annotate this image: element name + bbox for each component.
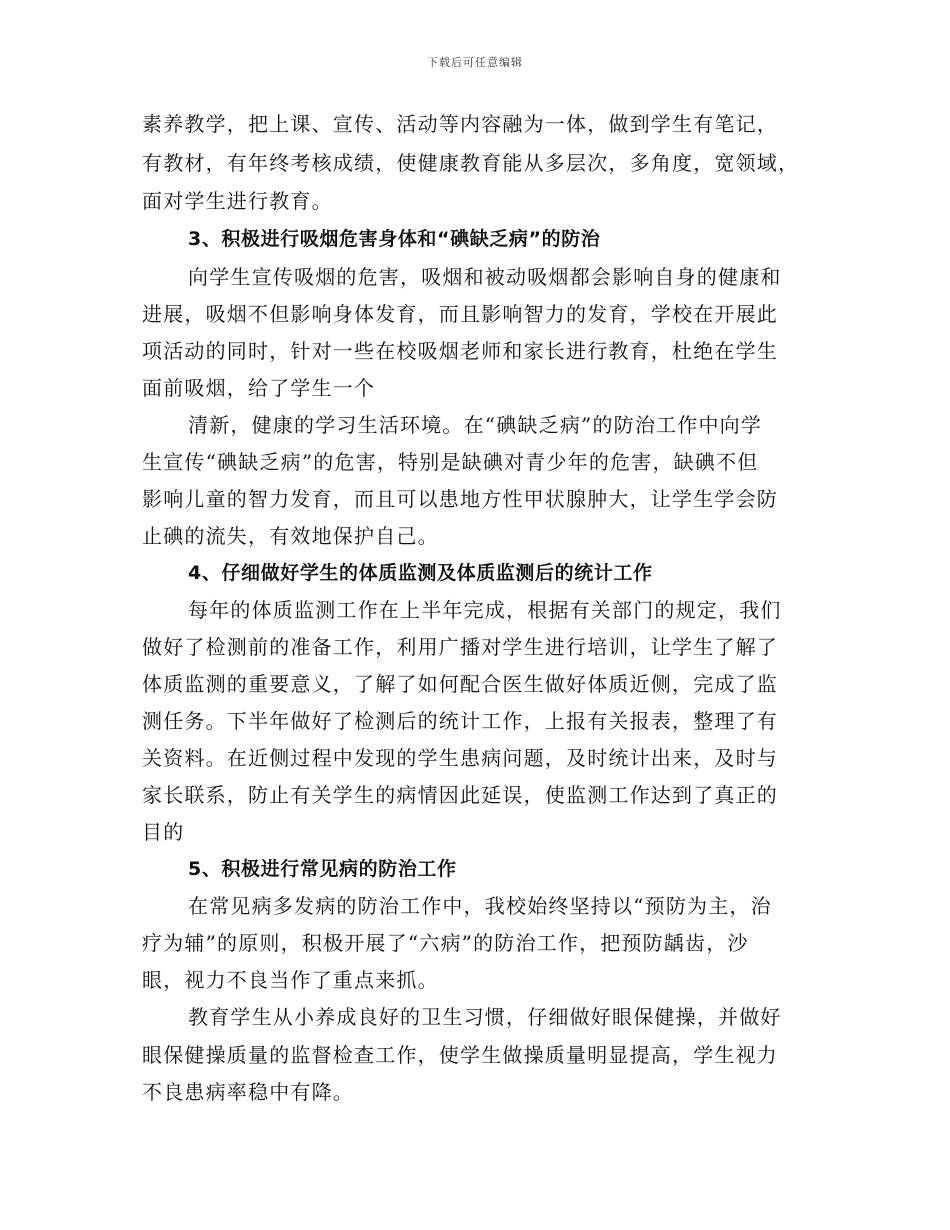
paragraph-line: 项活动的同时，针对一些在校吸烟老师和家长进行教育，杜绝在学生 <box>142 339 778 363</box>
section-heading-3: 3、积极进行吸烟危害身体和“碘缺乏病”的防治 <box>188 228 601 250</box>
paragraph-line: 生宣传“碘缺乏病”的危害，特别是缺碘对青少年的危害，缺碘不但 <box>142 450 759 474</box>
paragraph-line: 有教材，有年终考核成绩，使健康教育能从多层次，多角度，宽领域， <box>142 151 800 175</box>
paragraph-line: 体质监测的重要意义，了解了如何配合医生做好体质近侧，完成了监 <box>142 672 778 696</box>
paragraph-line: 关资料。在近侧过程中发现的学生患病问题，及时统计出来，及时与 <box>142 746 778 770</box>
paragraph-line: 面前吸烟，给了学生一个 <box>142 376 376 400</box>
paragraph-line: 素养教学，把上课、宣传、活动等内容融为一体，做到学生有笔记， <box>142 112 778 136</box>
paragraph-line: 每年的体质监测工作在上半年完成，根据有关部门的规定，我们 <box>188 598 782 622</box>
paragraph-line: 在常见病多发病的防治工作中，我校始终坚持以“预防为主，治 <box>188 894 772 918</box>
paragraph-line: 家长联系，防止有关学生的病情因此延误，使监测工作达到了真正的 <box>142 783 778 807</box>
paragraph-line: 不良患病率稳中有降。 <box>142 1080 354 1104</box>
paragraph-line: 教育学生从小养成良好的卫生习惯，仔细做好眼保健操，并做好 <box>188 1005 782 1029</box>
section-heading-5: 5、积极进行常见病的防治工作 <box>188 858 457 880</box>
paragraph-line: 止碘的流失，有效地保护自己。 <box>142 524 439 548</box>
paragraph-line: 向学生宣传吸烟的危害，吸烟和被动吸烟都会影响自身的健康和 <box>188 265 782 289</box>
paragraph-line: 进展，吸烟不但影响身体发育，而且影响智力的发育，学校在开展此 <box>142 302 778 326</box>
section-heading-4: 4、仔细做好学生的体质监测及体质监测后的统计工作 <box>188 562 653 584</box>
paragraph-line: 疗为辅”的原则，积极开展了“六病”的防治工作，把预防龋齿，沙 <box>142 931 749 955</box>
paragraph-line: 面对学生进行教育。 <box>142 189 333 213</box>
paragraph-line: 清新，健康的学习生活环境。在“碘缺乏病”的防治工作中向学 <box>188 413 763 437</box>
paragraph-line: 测任务。下半年做好了检测后的统计工作，上报有关报表，整理了有 <box>142 709 778 733</box>
paragraph-line: 目的 <box>142 820 185 844</box>
page-header: 下载后可任意编辑 <box>427 56 523 69</box>
paragraph-line: 眼，视力不良当作了重点来抓。 <box>142 968 439 992</box>
paragraph-line: 做好了检测前的准备工作，利用广播对学生进行培训，让学生了解了 <box>142 635 778 659</box>
paragraph-line: 眼保健操质量的监督检查工作，使学生做操质量明显提高，学生视力 <box>142 1043 778 1067</box>
paragraph-line: 影响儿童的智力发育，而且可以患地方性甲状腺肿大，让学生学会防 <box>142 487 778 511</box>
